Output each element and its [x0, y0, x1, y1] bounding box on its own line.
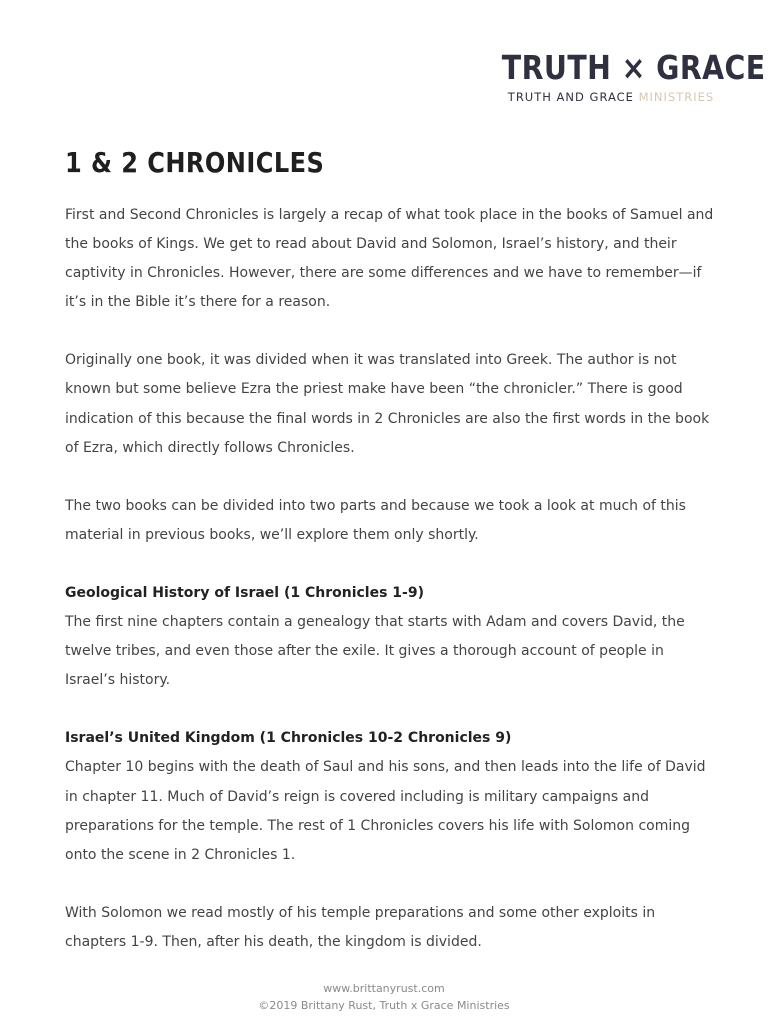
paragraph-authorship: Originally one book, it was divided when it was translated into Greek. The author is not known but some believe Ezra the priest make have been “the chronicler.” There is good indication of this because the final words in 2 Chronicles are also the first words in the book of Ezra, which directly follows Chronicles.: [65, 352, 710, 456]
page-footer: [0, 980, 768, 1014]
section-heading-genealogy: Geological History of Israel (1 Chronicles 1-9): [65, 584, 425, 601]
footer-url[interactable]: www.brittanyrust.com: [323, 982, 445, 995]
document-body: [65, 141, 715, 986]
section-body-genealogy: The first nine chapters contain a genealogy that starts with Adam and covers David, the twelve tribes, and even those after the exile. It gives a thorough account of people in Israel’s history.: [65, 614, 685, 689]
logo-tagline: [484, 90, 738, 104]
logo-tagline-primary: TRUTH AND GRACE: [507, 90, 634, 104]
section-body-united-kingdom: Chapter 10 begins with the death of Saul and his sons, and then leads into the life of David in chapter 11. Much of David’s reign is covered including is military campaigns and preparations for the temple. The rest of 1 Chronicles covers his life with Solomon coming onto the scene in 2 Chronicles 1.: [65, 759, 706, 863]
page-title: 1 & 2 CHRONICLES: [65, 146, 325, 179]
logo-tagline-secondary: MINISTRIES: [638, 90, 715, 104]
paragraph-structure: The two books can be divided into two parts and because we took a look at much of this material in previous books, we’ll explore them only shortly.: [65, 497, 686, 543]
paragraph-closing: With Solomon we read mostly of his temple preparations and some other exploits in chapters 1-9. Then, after his death, the kingdom is divided.: [65, 904, 656, 950]
logo: [484, 48, 766, 104]
logo-wordmark: TRUTH × GRACE: [501, 48, 766, 87]
footer-copyright: ©2019 Brittany Rust, Truth x Grace Ministries: [258, 999, 510, 1012]
paragraph-intro: First and Second Chronicles is largely a recap of what took place in the books of Samuel and the books of Kings. We get to read about David and Solomon, Israel’s history, and their captivity in Chronicles. However, there are some differences and we have to remember—if it’s in the Bible it’s there for a reason.: [65, 207, 714, 311]
section-heading-united-kingdom: Israel’s United Kingdom (1 Chronicles 10-2 Chronicles 9): [65, 730, 512, 747]
